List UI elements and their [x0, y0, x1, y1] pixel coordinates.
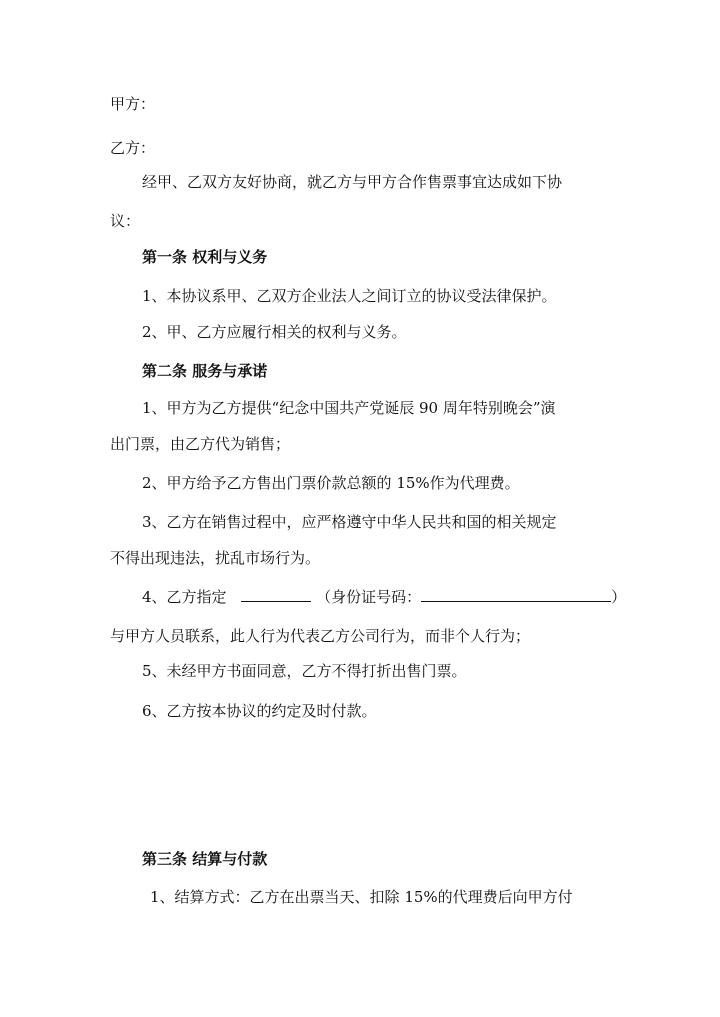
article2-item4-line2: 与甲方人员联系，此人行为代表乙方公司行为，而非个人行为； — [110, 627, 531, 645]
article2-item4-line1 — [142, 587, 626, 607]
intro-paragraph-line2: 议： — [110, 212, 141, 230]
article3-item1: 1、结算方式：乙方在出票当天、扣除 15%的代理费后向甲方付 — [150, 888, 573, 906]
item4-close-paren: ） — [611, 588, 627, 606]
id-number-blank[interactable] — [421, 587, 611, 602]
article3-title: 第三条 结算与付款 — [142, 850, 268, 868]
article1-item1: 1、本协议系甲、乙双方企业法人之间订立的协议受法律保护。 — [142, 287, 557, 305]
article2-item5: 5、未经甲方书面同意，乙方不得打折出售门票。 — [142, 662, 467, 680]
article2-item2: 2、甲方给予乙方售出门票价款总额的 15%作为代理费。 — [142, 474, 520, 492]
article1-title: 第一条 权利与义务 — [142, 248, 268, 266]
article2-item1-line1: 1、甲方为乙方提供“纪念中国共产党诞辰 90 周年特别晚会”演 — [142, 399, 556, 417]
item4-prefix: 4、乙方指定 — [142, 588, 227, 606]
article2-item1-line2: 出门票，由乙方代为销售； — [110, 435, 291, 453]
article2-title: 第二条 服务与承诺 — [142, 362, 268, 380]
party-a-label: 甲方： — [110, 95, 156, 113]
article2-item6: 6、乙方按本协议的约定及时付款。 — [142, 702, 377, 720]
designee-name-blank[interactable] — [241, 587, 311, 602]
article2-item3-line1: 3、乙方在销售过程中，应严格遵守中华人民共和国的相关规定 — [142, 513, 557, 531]
article2-item3-line2: 不得出现违法，扰乱市场行为。 — [110, 549, 321, 567]
intro-paragraph-line1: 经甲、乙双方友好协商，就乙方与甲方合作售票事宜达成如下协 — [142, 173, 563, 191]
article1-item2: 2、甲、乙方应履行相关的权利与义务。 — [142, 323, 407, 341]
party-b-label: 乙方： — [110, 139, 156, 157]
item4-id-label: （身份证号码： — [316, 588, 422, 606]
